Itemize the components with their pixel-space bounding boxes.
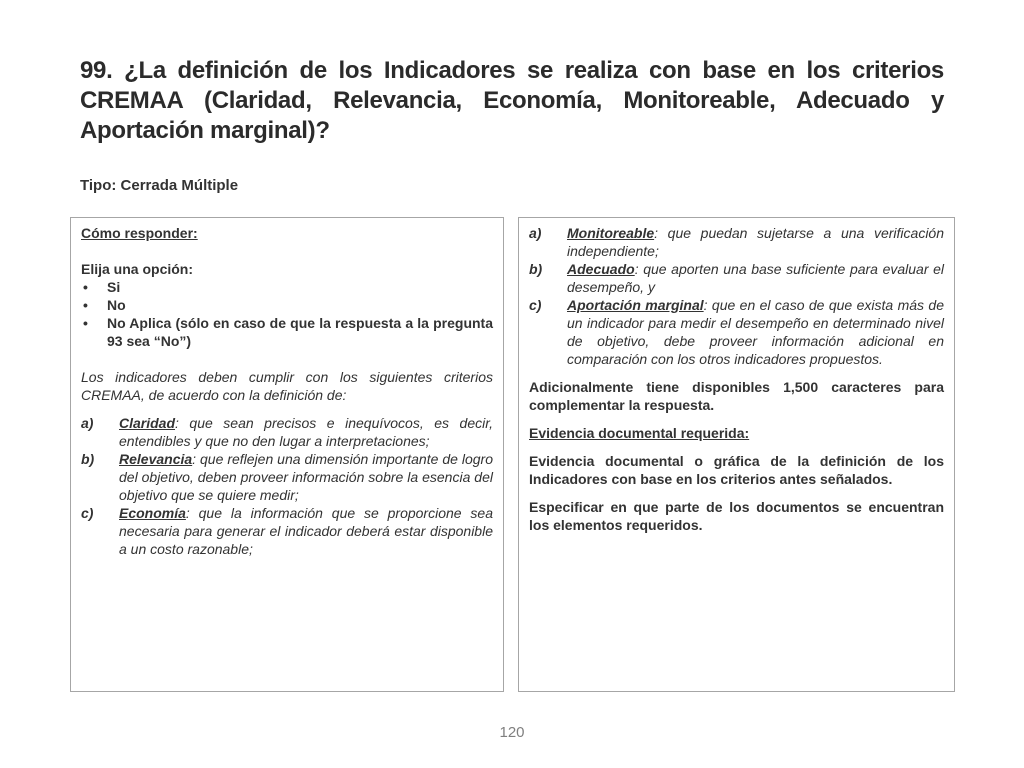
criterion-description: : que la información que se proporcione sea necesaria para generar el indicador deberá estar disponible a un costo razonable; xyxy=(119,505,493,557)
criterion-claridad xyxy=(81,414,493,450)
additional-characters-note: Adicionalmente tiene disponibles 1,500 caracteres para complementar la respuesta. xyxy=(529,379,944,413)
instructions-panel xyxy=(70,217,504,692)
criterion-description: : que en el caso de que exista más de un indicador para medir el desempeño en determinado nivel de objetivo, debe proveer información adicional en comparación con los otros indicadores propuestos. xyxy=(567,297,944,367)
criterion-name: Aportación marginal xyxy=(567,297,704,313)
criterion-aportacion-marginal xyxy=(529,296,944,368)
how-to-answer-heading: Cómo responder: xyxy=(81,225,198,241)
criterion-letter: b) xyxy=(81,451,95,467)
criterion-monitoreable xyxy=(529,224,944,260)
criterion-economia xyxy=(81,504,493,558)
criterion-letter: a) xyxy=(529,225,542,241)
criterion-adecuado xyxy=(529,260,944,296)
option-no: • No xyxy=(81,296,493,314)
page-number: 120 xyxy=(499,724,525,741)
criterion-letter: c) xyxy=(529,297,542,313)
evidence-description: Evidencia documental o gráfica de la definición de los Indicadores con base en los criterios antes señalados. xyxy=(529,453,944,487)
criterion-description: : que sean precisos e inequívocos, es decir, entendibles y que no den lugar a interpretaciones; xyxy=(119,415,493,449)
question-title: 99. ¿La definición de los Indicadores se realiza con base en los criterios CREMAA (Claridad, Relevancia, Economía, Monitoreable, Adecuado y Aportación marginal)? xyxy=(80,57,944,144)
specify-location-note: Especificar en que parte de los documentos se encuentran los elementos requeridos. xyxy=(529,499,944,533)
criterion-letter: b) xyxy=(529,261,543,277)
choose-option-label: Elija una opción: xyxy=(81,261,194,277)
criterion-relevancia xyxy=(81,450,493,504)
criteria-intro: Los indicadores deben cumplir con los siguientes criterios CREMAA, de acuerdo con la definición de: xyxy=(81,369,493,403)
criterion-name: Economía xyxy=(119,505,186,521)
criterion-description: : que aporten una base suficiente para evaluar el desempeño, y xyxy=(567,261,944,295)
answer-options-list xyxy=(81,278,493,350)
criterion-description: : que puedan sujetarse a una verificación independiente; xyxy=(567,225,944,259)
criterion-name: Claridad xyxy=(119,415,176,431)
criteria-evidence-panel xyxy=(518,217,955,692)
criterion-name: Relevancia xyxy=(119,451,193,467)
criterion-description: : que reflejen una dimensión importante de logro del objetivo, deben proveer información sobre la esencia del objetivo que se quiere medir; xyxy=(119,451,493,503)
criterion-letter: c) xyxy=(81,505,94,521)
evidence-heading: Evidencia documental requerida: xyxy=(529,425,750,441)
option-no-aplica: • No Aplica (sólo en caso de que la respuesta a la pregunta 93 sea “No”) xyxy=(81,314,493,350)
criterion-name: Adecuado xyxy=(567,261,635,277)
option-si: • Si xyxy=(81,278,493,296)
question-type: Tipo: Cerrada Múltiple xyxy=(80,177,239,194)
criterion-name: Monitoreable xyxy=(567,225,655,241)
criterion-letter: a) xyxy=(81,415,94,431)
